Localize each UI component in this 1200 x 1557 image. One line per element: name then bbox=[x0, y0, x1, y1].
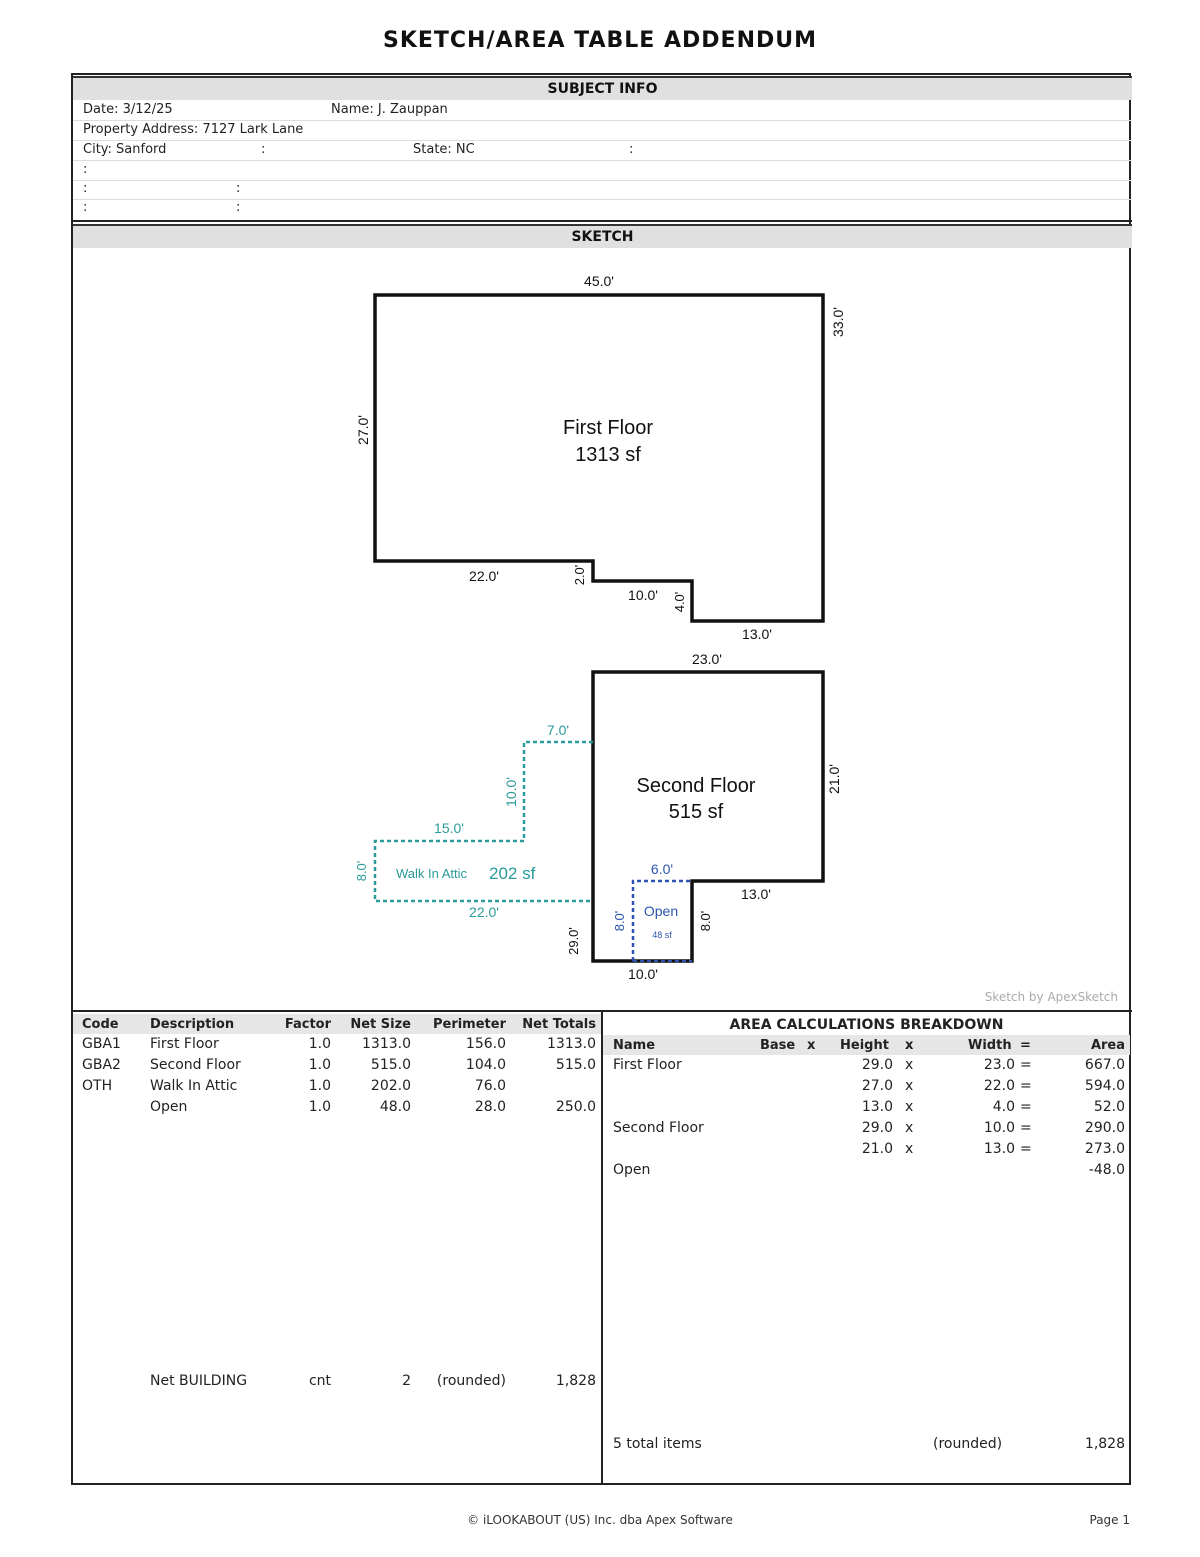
col-header-net-totals: Net Totals bbox=[522, 1017, 596, 1032]
dim-label: 2.0' bbox=[572, 564, 587, 586]
row-width: 22.0 bbox=[983, 1078, 1015, 1094]
address-field: Property Address: 7127 Lark Lane bbox=[83, 122, 304, 137]
col-header-factor: Factor bbox=[284, 1017, 331, 1032]
separator: : bbox=[83, 181, 88, 196]
row-height: 13.0 bbox=[861, 1099, 893, 1115]
dim-label: 8.0' bbox=[612, 910, 627, 932]
row-x: x bbox=[905, 1057, 914, 1073]
row-factor: 1.0 bbox=[308, 1057, 331, 1073]
subject-info-header: SUBJECT INFO bbox=[73, 76, 1132, 100]
page-number: Page 1 bbox=[1089, 1513, 1130, 1527]
row-perimeter: 28.0 bbox=[474, 1099, 506, 1115]
row-x: x bbox=[905, 1120, 914, 1136]
row-area: -48.0 bbox=[1088, 1162, 1125, 1178]
breakdown-title: AREA CALCULATIONS BREAKDOWN bbox=[729, 1017, 1004, 1033]
date-field: Date: 3/12/25 bbox=[83, 102, 173, 117]
page-title: SKETCH/AREA TABLE ADDENDUM bbox=[382, 28, 817, 53]
row-width: 4.0 bbox=[992, 1099, 1015, 1115]
row-description: Open bbox=[150, 1099, 188, 1115]
separator: : bbox=[629, 142, 634, 157]
separator: : bbox=[236, 200, 241, 215]
dim-label: 15.0' bbox=[434, 820, 464, 836]
col-header-x: x bbox=[807, 1038, 816, 1053]
row-eq: = bbox=[1020, 1099, 1032, 1115]
dim-label: 33.0' bbox=[830, 307, 846, 337]
row-code: GBA2 bbox=[82, 1057, 121, 1073]
net-building-unit: cnt bbox=[308, 1373, 331, 1389]
state-field: State: NC bbox=[413, 142, 475, 157]
col-header-area: Area bbox=[1090, 1038, 1125, 1053]
dim-label: 8.0' bbox=[354, 860, 369, 882]
dim-label: 22.0' bbox=[469, 568, 499, 584]
dim-label: 13.0' bbox=[742, 626, 772, 642]
col-header-description: Description bbox=[150, 1017, 235, 1032]
dim-label: 21.0' bbox=[826, 764, 842, 794]
second-floor-area: 515 sf bbox=[668, 801, 724, 823]
row-eq: = bbox=[1020, 1141, 1032, 1157]
dim-label: 7.0' bbox=[546, 722, 570, 738]
dim-label: 10.0' bbox=[628, 587, 658, 603]
row-eq: = bbox=[1020, 1120, 1032, 1136]
row-net-size: 515.0 bbox=[370, 1057, 411, 1073]
row-x: x bbox=[905, 1099, 914, 1115]
area-breakdown bbox=[603, 1014, 1130, 1484]
row-net-total: 515.0 bbox=[555, 1057, 596, 1073]
separator: : bbox=[236, 181, 241, 196]
dim-label: 22.0' bbox=[469, 904, 499, 920]
row-description: Walk In Attic bbox=[150, 1078, 238, 1094]
separator: : bbox=[83, 162, 88, 177]
row-factor: 1.0 bbox=[308, 1078, 331, 1094]
row-eq: = bbox=[1020, 1057, 1032, 1073]
row-height: 21.0 bbox=[861, 1141, 893, 1157]
copyright: © iLOOKABOUT (US) Inc. dba Apex Software bbox=[467, 1513, 733, 1527]
area-table bbox=[73, 1014, 601, 1484]
row-net-total: 250.0 bbox=[555, 1099, 596, 1115]
row-perimeter: 156.0 bbox=[465, 1036, 506, 1052]
row-code: GBA1 bbox=[82, 1036, 121, 1052]
row-code: OTH bbox=[82, 1078, 113, 1094]
row-perimeter: 76.0 bbox=[474, 1078, 506, 1094]
col-header-x: x bbox=[905, 1038, 914, 1053]
dim-label: 45.0' bbox=[584, 273, 614, 289]
row-area: 290.0 bbox=[1084, 1120, 1125, 1136]
row-area: 667.0 bbox=[1084, 1057, 1125, 1073]
separator: : bbox=[83, 200, 88, 215]
open-outline bbox=[633, 881, 692, 961]
attic-label: Walk In Attic bbox=[396, 866, 468, 881]
row-net-size: 48.0 bbox=[379, 1099, 411, 1115]
net-building-rounded: (rounded) bbox=[436, 1373, 506, 1389]
sketch-credit: Sketch by ApexSketch bbox=[984, 990, 1118, 1004]
row-height: 29.0 bbox=[861, 1120, 893, 1136]
dim-label: 10.0' bbox=[628, 966, 658, 982]
dim-label: 13.0' bbox=[741, 886, 771, 902]
net-building-total: 1,828 bbox=[555, 1373, 596, 1389]
second-floor-label: Second Floor bbox=[636, 775, 756, 797]
total-rounded: (rounded) bbox=[933, 1436, 1003, 1452]
row-area: 594.0 bbox=[1084, 1078, 1125, 1094]
col-header-base: Base bbox=[760, 1038, 796, 1053]
row-description: First Floor bbox=[150, 1036, 219, 1052]
row-name: First Floor bbox=[613, 1057, 682, 1073]
dim-label: 6.0' bbox=[650, 861, 674, 877]
total-area: 1,828 bbox=[1084, 1436, 1125, 1452]
row-width: 23.0 bbox=[983, 1057, 1015, 1073]
total-items-label: 5 total items bbox=[613, 1436, 702, 1452]
city-field: City: Sanford bbox=[83, 142, 167, 157]
first-floor-label: First Floor bbox=[563, 417, 653, 439]
attic-area: 202 sf bbox=[489, 864, 536, 883]
row-net-size: 202.0 bbox=[370, 1078, 411, 1094]
dim-label: 4.0' bbox=[672, 591, 687, 613]
row-description: Second Floor bbox=[150, 1057, 241, 1073]
row-width: 13.0 bbox=[983, 1141, 1015, 1157]
name-field: Name: J. Zauppan bbox=[331, 102, 448, 117]
dim-label: 27.0' bbox=[355, 415, 371, 445]
sketch-header: SKETCH bbox=[73, 224, 1132, 248]
col-header-width: Width bbox=[968, 1038, 1012, 1053]
open-label: Open bbox=[643, 903, 679, 919]
row-name: Open bbox=[613, 1162, 651, 1178]
row-height: 27.0 bbox=[861, 1078, 893, 1094]
row-net-total: 1313.0 bbox=[547, 1036, 596, 1052]
row-area: 273.0 bbox=[1084, 1141, 1125, 1157]
col-header-perimeter: Perimeter bbox=[432, 1017, 506, 1032]
separator: : bbox=[261, 142, 266, 157]
row-perimeter: 104.0 bbox=[465, 1057, 506, 1073]
net-building-count: 2 bbox=[402, 1373, 411, 1389]
row-name: Second Floor bbox=[613, 1120, 704, 1136]
dim-label: 23.0' bbox=[692, 651, 722, 667]
row-x: x bbox=[905, 1141, 914, 1157]
col-header-eq: = bbox=[1020, 1038, 1031, 1053]
row-eq: = bbox=[1020, 1078, 1032, 1094]
net-building-label: Net BUILDING bbox=[150, 1373, 248, 1389]
row-net-size: 1313.0 bbox=[362, 1036, 411, 1052]
col-header-height: Height bbox=[840, 1038, 889, 1053]
col-header-net-size: Net Size bbox=[350, 1017, 411, 1032]
dim-label: 10.0' bbox=[503, 777, 519, 807]
dim-label: 8.0' bbox=[698, 910, 713, 932]
row-area: 52.0 bbox=[1093, 1099, 1125, 1115]
row-width: 10.0 bbox=[983, 1120, 1015, 1136]
row-height: 29.0 bbox=[861, 1057, 893, 1073]
row-factor: 1.0 bbox=[308, 1099, 331, 1115]
row-x: x bbox=[905, 1078, 914, 1094]
first-floor-area: 1313 sf bbox=[575, 444, 641, 466]
dim-label: 29.0' bbox=[566, 927, 581, 955]
open-area: 48 sf bbox=[652, 930, 672, 940]
col-header-name: Name bbox=[613, 1038, 656, 1053]
row-factor: 1.0 bbox=[308, 1036, 331, 1052]
col-header-code: Code bbox=[82, 1017, 119, 1032]
